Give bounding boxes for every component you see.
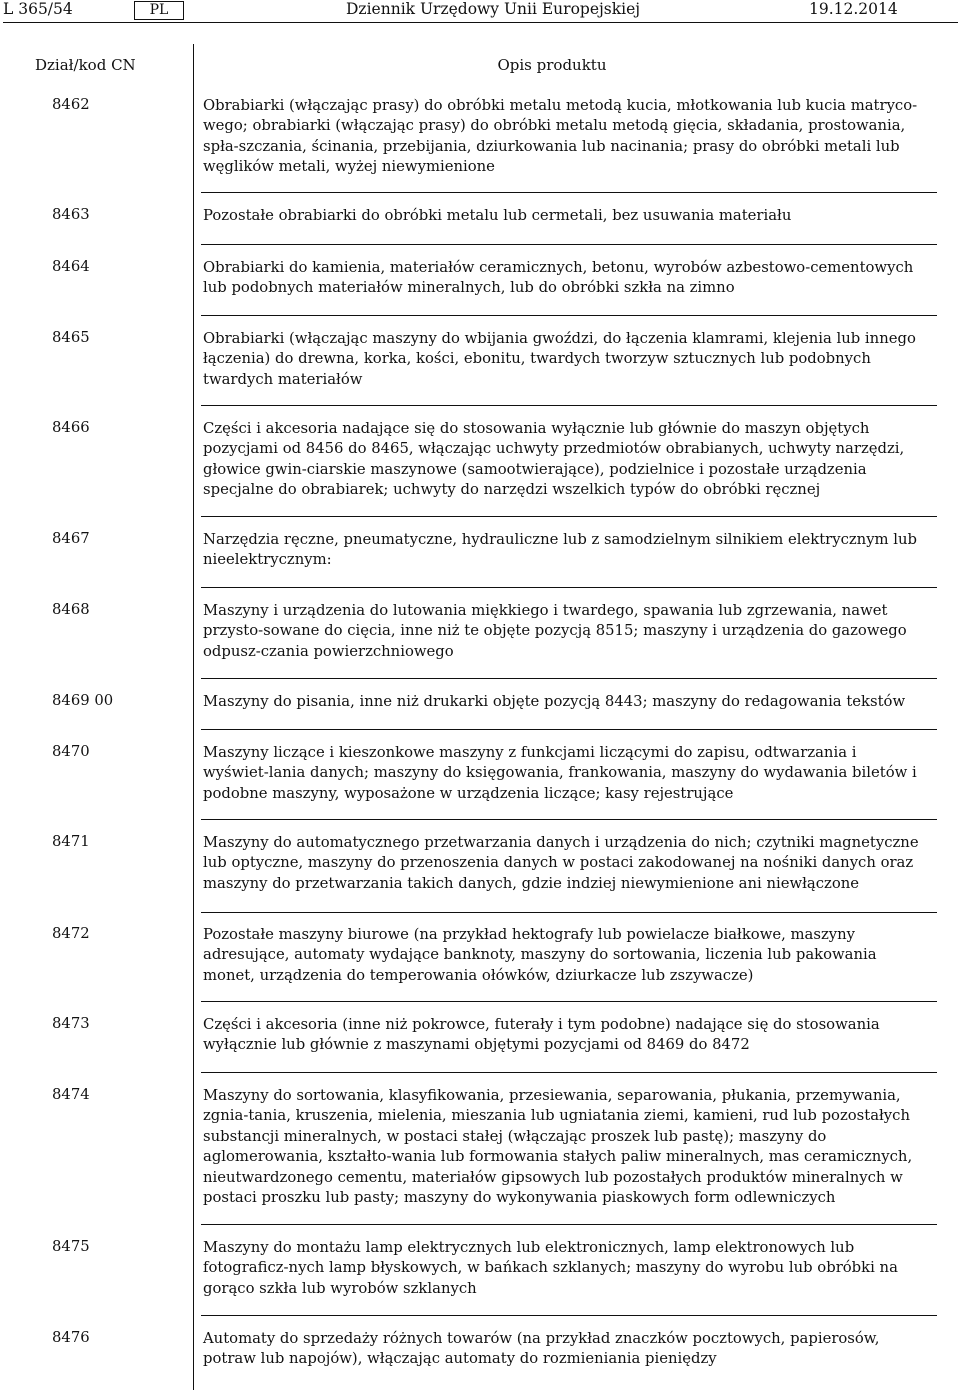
product-description: Maszyny i urządzenia do lutowania miękkiego i twardego, spawania lub zgrzewania, nawet przysto-sowane do cięcia, inne niż te objęte pozycją 8515; maszyny i urządzenia do gazowego odpusz-czania powierzchniowego	[203, 602, 907, 660]
row-separator	[201, 587, 937, 588]
table-header	[0, 56, 960, 80]
product-description: Automaty do sprzedaży różnych towarów (na przykład znaczków pocztowych, papierosów, potraw lub napojów), włączając automaty do rozmieniania pieniędzy	[203, 1330, 880, 1368]
row-separator	[201, 1224, 937, 1225]
product-description: Części i akcesoria nadające się do stosowania wyłącznie lub głównie do maszyn objętych pozycjami od 8456 do 8465, włączając uchwyty przedmiotów obrabianych, uchwyty narzędzi, głowice gwin-ciarskie maszynowe (samootwierające), podzielnice i pozostałe urządzenia specjalne do obrabiarek; uchwyty do narzędzi wszelkich typów do obróbki ręcznej	[203, 420, 905, 499]
cn-code: 8470	[52, 743, 90, 760]
journal-title: Dziennik Urzędowy Unii Europejskiej	[346, 0, 641, 18]
cn-code: 8466	[52, 419, 90, 436]
cn-code: 8475	[52, 1238, 90, 1255]
header-rule	[3, 22, 958, 23]
cn-code: 8469 00	[52, 692, 114, 709]
product-description: Pozostałe maszyny biurowe (na przykład hektografy lub powielacze białkowe, maszyny adresujące, automaty wydające banknoty, maszyny do sortowania, liczenia lub pakowania monet, urządzenia do temperowania ołówków, dziurkacze lub zszywacze)	[203, 926, 877, 984]
row-separator	[201, 192, 937, 193]
product-description: Maszyny liczące i kieszonkowe maszyny z funkcjami liczącymi do zapisu, odtwarzania i wyświet-lania danych; maszyny do księgowania, frankowania, maszyny do wydawania biletów i podobne maszyny, wyposażone w urządzenia liczące; kasy rejestrujące	[203, 744, 917, 802]
product-description: Narzędzia ręczne, pneumatyczne, hydrauliczne lub z samodzielnym silnikiem elektrycznym lub nieelektrycznym:	[203, 531, 918, 569]
product-description: Maszyny do sortowania, klasyfikowania, przesiewania, separowania, płukania, przemywania, zgnia-tania, kruszenia, mielenia, mieszania lub ugniatania ziemi, kamieni, rud lub pozostałych substancji mineralnych, w postaci stałej (włączając proszek lub pastę); maszyny do aglomerowania, kształto-wania lub formowania stałych paliw mineralnych, mas ceramicznych, nieutwardzonego cementu, materiałów gipsowych lub pozostałych produktów mineralnych w postaci proszku lub pasty; maszyny do wykonywania piaskowych form odlewniczych	[203, 1087, 913, 1207]
cn-code: 8476	[52, 1329, 90, 1346]
row-separator	[201, 819, 937, 820]
product-description: Maszyny do automatycznego przetwarzania danych i urządzenia do nich; czytniki magnetyczne lub optyczne, maszyny do przenoszenia danych w postaci zakodowanej na nośniki danych oraz maszyny do przetwarzania takich danych, gdzie indziej niewymienione ani niewłączone	[203, 834, 919, 892]
row-separator	[201, 1072, 937, 1073]
column-header-code: Dział/kod CN	[35, 56, 136, 74]
cn-code: 8462	[52, 96, 90, 113]
cn-code: 8472	[52, 925, 90, 942]
product-description: Obrabiarki (włączając prasy) do obróbki metalu metodą kucia, młotkowania lub kucia matryco-wego; obrabiarki (włączając prasy) do obróbki metalu metodą gięcia, składania, prostowania, spła-szczania, ścinania, przebijania, dziurkowania lub nacinania; prasy do obróbki metali lub węglików metali, wyżej niewymienione	[203, 97, 918, 176]
product-description: Obrabiarki (włączając maszyny do wbijania gwoździ, do łączenia klamrami, klejenia lub innego łączenia) do drewna, korka, kości, ebonitu, twardych tworzyw sztucznych lub podobnych twardych materiałów	[203, 330, 916, 388]
product-description: Części i akcesoria (inne niż pokrowce, futerały i tym podobne) nadające się do stosowania wyłącznie lub głównie z maszynami objętymi pozycjami od 8469 do 8472	[203, 1016, 880, 1054]
language-badge: PL	[134, 1, 184, 20]
cn-code: 8465	[52, 329, 90, 346]
product-description: Maszyny do montażu lamp elektrycznych lub elektronicznych, lamp elektronowych lub fotograficz-nych lamp błyskowych, w bańkach szklanych; maszyny do wyrobu lub obróbki na gorąco szkła lub wyrobów szklanych	[203, 1239, 898, 1297]
row-separator	[201, 405, 937, 406]
page-header	[0, 0, 960, 22]
row-separator	[201, 315, 937, 316]
column-header-description: Opis produktu	[497, 56, 607, 74]
cn-code: 8468	[52, 601, 90, 618]
cn-code: 8463	[52, 206, 90, 223]
row-separator	[201, 516, 937, 517]
column-divider	[193, 44, 194, 1390]
row-separator	[201, 678, 937, 679]
cn-code: 8467	[52, 530, 90, 547]
product-description: Obrabiarki do kamienia, materiałów ceramicznych, betonu, wyrobów azbestowo-cementowych lub podobnych materiałów mineralnych, lub do obróbki szkła na zimno	[203, 259, 914, 297]
row-separator	[201, 244, 937, 245]
cn-code: 8473	[52, 1015, 90, 1032]
product-description: Pozostałe obrabiarki do obróbki metalu lub cermetali, bez usuwania materiału	[203, 207, 792, 224]
row-separator	[201, 912, 937, 913]
row-separator	[201, 1001, 937, 1002]
cn-code: 8474	[52, 1086, 90, 1103]
product-description: Maszyny do pisania, inne niż drukarki objęte pozycją 8443; maszyny do redagowania tekstów	[203, 693, 906, 710]
cn-code: 8471	[52, 833, 90, 850]
row-separator	[201, 1315, 937, 1316]
publication-date: 19.12.2014	[809, 0, 898, 18]
cn-code: 8464	[52, 258, 90, 275]
page-reference: L 365/54	[3, 0, 73, 18]
row-separator	[201, 729, 937, 730]
